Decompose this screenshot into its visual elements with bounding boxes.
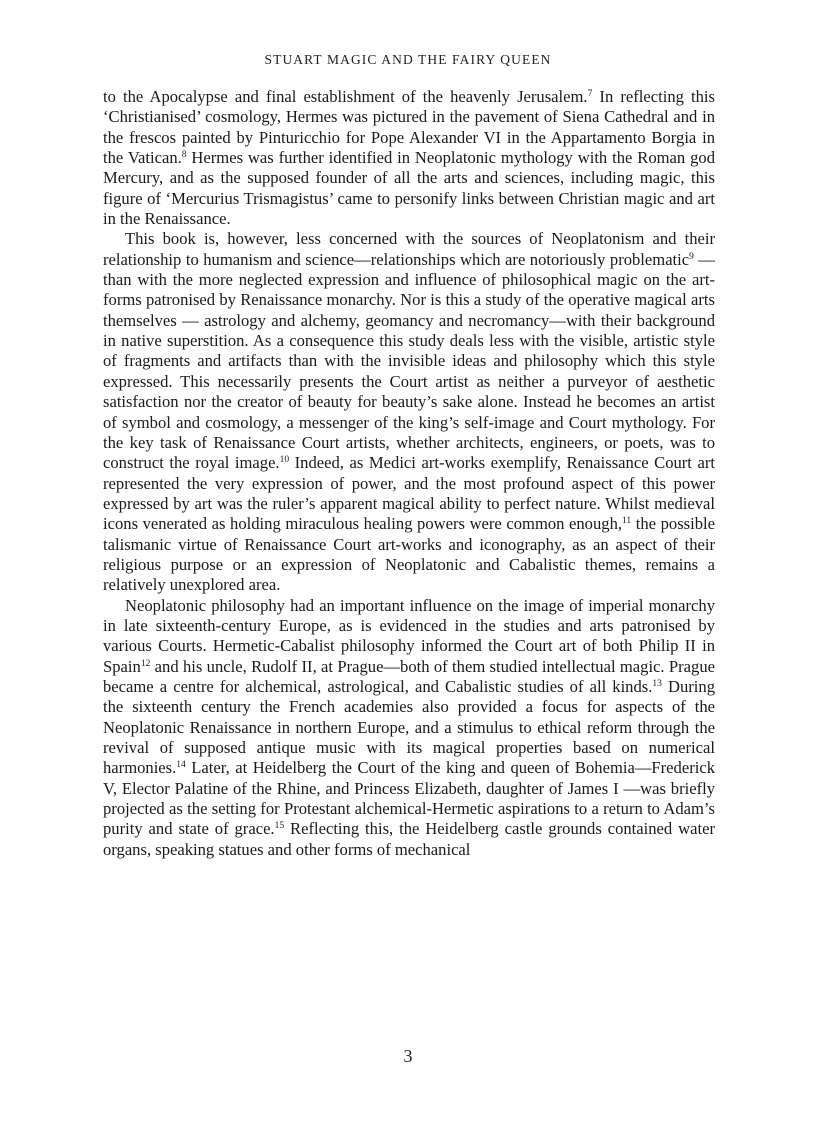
text-run: Reflecting this, the Heidelberg castle grounds contained water organs, speaking statues and other forms of mechanical bbox=[103, 819, 715, 859]
paragraph bbox=[103, 229, 715, 595]
text-run: —than with the more neglected expression and influence of philosophical magic on the art-forms patronised by Renaissance monarchy. Nor is this a study of the operative magical arts themselves — astrology and alchemy, geomancy and necromancy—with their background in native superstition. As a consequence this study deals less with the visible, artistic style of fragments and artifacts than with the invisible ideas and philosophy which this style expressed. This necessarily presents the Court artist as neither a purveyor of aesthetic satisfaction nor the creator of beauty for beauty’s sake alone. Instead he becomes an artist of symbol and cosmology, a messenger of the king’s self-image and Court mythology. For the key task of Renaissance Court artists, whether architects, engineers, or poets, was to construct the royal image. bbox=[103, 249, 715, 473]
body-text bbox=[103, 87, 715, 860]
running-head: STUART MAGIC AND THE FAIRY QUEEN bbox=[264, 52, 552, 67]
text-run: During the sixteenth century the French academies also provided a focus for aspects of the Neoplatonic Renaissance in northern Europe, and a stimulus to ethical reform through the revival of supposed antique music with its magical properties based on numerical harmonies. bbox=[103, 676, 715, 778]
text-run: Hermes was further identified in Neoplatonic mythology with the Roman god Mercury, and as the supposed founder of all the arts and sciences, including magic, this figure of ‘Mercurius Trismagistus’ came to personify links between Christian magic and art in the Renaissance. bbox=[103, 148, 715, 229]
text-run: Indeed, as Medici art-works exemplify, Renaissance Court art represented the very expression of power, and the most profound aspect of this power expressed by art was the ruler’s apparent magical ability to perfect nature. Whilst medieval icons venerated as holding miraculous healing powers were common enough, bbox=[103, 453, 715, 534]
footnote-ref: 8 bbox=[181, 150, 187, 161]
text-run: Neoplatonic philosophy had an important influence on the image of imperial monarchy in late sixteenth-century Europe, as is evidenced in the studies and arts patronised by various Courts. Hermetic-Cabalist philosophy informed the Court art of both Philip II in Spain bbox=[103, 595, 715, 676]
text-run: the possible talismanic virtue of Renaissance Court art-works and iconography, as an aspect of their religious purpose or an expression of Neoplatonic and Cabalistic themes, remains a relatively unexplored area. bbox=[103, 514, 716, 595]
paragraph bbox=[103, 87, 715, 229]
footnote-ref: 10 bbox=[279, 455, 290, 466]
text-run: This book is, however, less concerned with the sources of Neoplatonism and their relationship to humanism and science—relationships which are notoriously problematic bbox=[103, 229, 715, 269]
footnote-ref: 13 bbox=[652, 678, 662, 689]
footnote-ref: 14 bbox=[176, 760, 186, 771]
footnote-ref: 15 bbox=[274, 821, 285, 832]
paragraph bbox=[103, 596, 715, 860]
footnote-ref: 9 bbox=[689, 251, 694, 262]
text-run: Later, at Heidelberg the Court of the king and queen of Bohemia—Frederick V, Elector Palatine of the Rhine, and Princess Elizabeth, daughter of James I —was briefly projected as the setting for Protestant alchemical-Hermetic aspirations to a return to Adam’s purity and state of grace. bbox=[103, 758, 715, 839]
text-run: In reflecting this ‘Christianised’ cosmology, Hermes was pictured in the pavement of Siena Cathedral and in the frescos painted by Pinturicchio for Pope Alexander VI in the Appartamento Borgia in the Vatican. bbox=[103, 87, 715, 168]
footnote-ref: 11 bbox=[622, 516, 632, 527]
footnote-ref: 7 bbox=[587, 89, 593, 99]
text-run: to the Apocalypse and final establishment of the heavenly Jerusalem. bbox=[103, 87, 588, 106]
footnote-ref: 12 bbox=[140, 658, 151, 669]
page-number: 3 bbox=[403, 1046, 413, 1066]
text-run: and his uncle, Rudolf II, at Prague—both of them studied intellectual magic. Prague became a centre for alchemical, astrological, and Cabalistic studies of all kinds. bbox=[103, 656, 715, 696]
